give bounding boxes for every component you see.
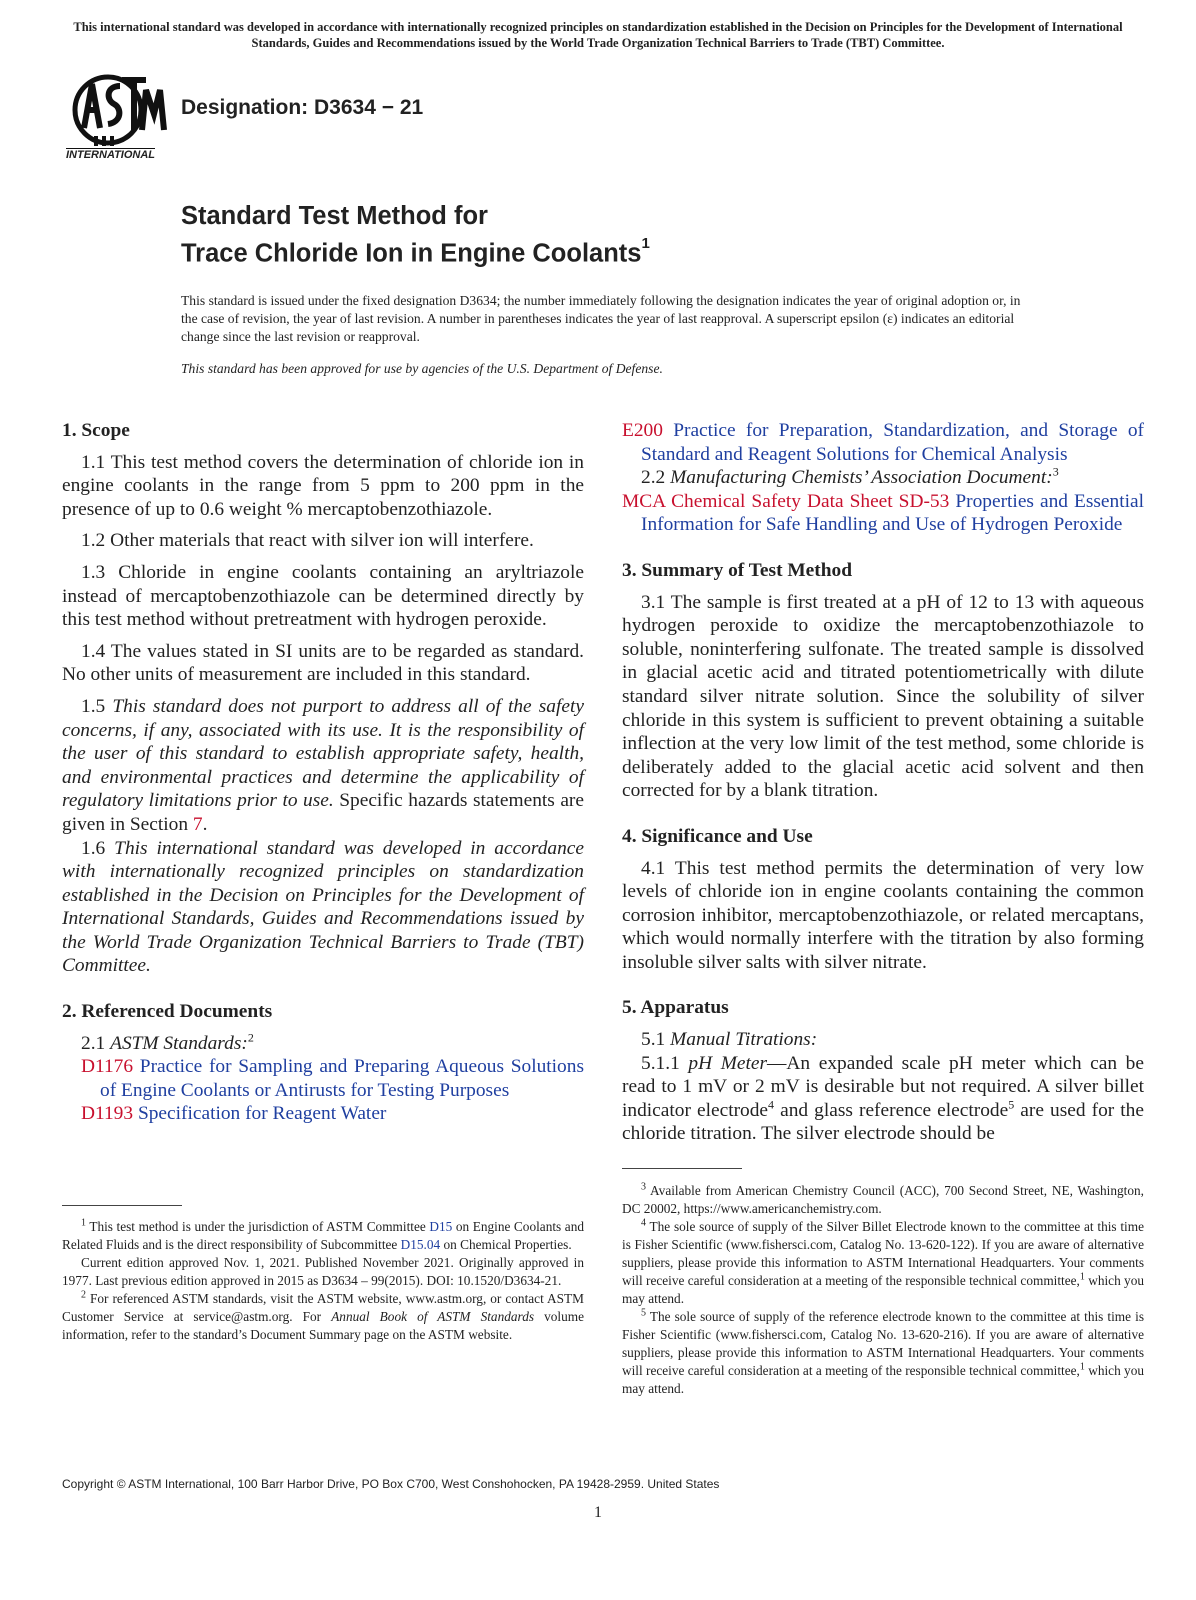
footnote-ref: 1 <box>1079 1271 1085 1283</box>
para-2-2 <box>622 466 1144 490</box>
footnote-text: The sole source of supply of the Silver Billet Electrode known to the committee at this time is Fisher Scientific (www.fishersci.com, Catalog No. 13-620-122). If you are aware of alternative suppliers, please provide this information to ASTM International Headquarters. Your comments will receive careful consideration at a meeting of the responsible technical committee, <box>622 1219 1144 1288</box>
para-text: —An expanded scale pH meter which can be read to 1 mV or 2 mV is desirable but not required. A silver billet indicator electrode <box>622 1052 1144 1121</box>
hazards-text: Specific hazards statements are given in Section <box>62 790 584 835</box>
para-number: 2.2 <box>641 467 666 489</box>
title-line-1: Standard Test Method for <box>181 202 488 230</box>
title-text: Trace Chloride Ion in Engine Coolants <box>181 239 642 268</box>
astm-standards-label: ASTM Standards: <box>110 1032 248 1054</box>
annual-book-title: Annual Book of ASTM Standards <box>331 1309 535 1324</box>
para-1-5 <box>62 695 584 837</box>
footnotes-right <box>622 1182 1144 1398</box>
footnote-4 <box>622 1218 1144 1308</box>
footnote-ref: 1 <box>1079 1361 1085 1373</box>
para-number: 1.6 <box>81 837 106 859</box>
footnote-text: on Chemical Properties. <box>440 1237 572 1252</box>
ph-meter-label: pH Meter <box>688 1052 768 1074</box>
section-5-heading: 5. Apparatus <box>622 997 729 1019</box>
footnote-text: This test method is under the jurisdiction of ASTM Committee <box>86 1219 430 1234</box>
manual-titrations-label: Manual Titrations: <box>670 1029 818 1051</box>
footnote-text: which you may attend. <box>622 1273 1144 1306</box>
committee-d15-link[interactable]: D15 <box>429 1219 453 1234</box>
para-1-1: 1.1 This test method covers the determination of chloride ion in engine coolants in the range from 5 ppm to 200 ppm in the presence of up to 0.6 weight % mercaptobenzothiazole. <box>62 451 584 520</box>
para-1-2: 1.2 Other materials that react with silver ion will interfere. <box>81 530 534 552</box>
section-7-link[interactable]: 7 <box>192 813 203 835</box>
issued-note: This standard is issued under the fixed designation D3634; the number immediately following the designation indicates the year of original adoption or, in the case of revision, the year of last revision. A number in parentheses indicates the year of last reapproval. A superscript epsilon (ε) indicates an editorial change since the last revision or reapproval. <box>181 293 1021 345</box>
designation: Designation: D3634 − 21 <box>181 96 424 119</box>
footnote-rule-left <box>62 1205 182 1206</box>
wto-notice: This international standard was developed in accordance with internationally recognized principles on standardization established in the Decision on Principles for the Development of International Standards, Guides and Recommendations issued by the World Trade Organization Technical Barriers to Trade (TBT) Committee. <box>73 20 1123 50</box>
footnote-2 <box>62 1290 584 1344</box>
section-3-heading: 3. Summary of Test Method <box>622 559 852 581</box>
para-4-1: 4.1 This test method permits the determination of very low levels of chloride ion in engine coolants containing the common corrosion inhibitor, mercaptobenzothiazole, or related mercaptans, which would normally interfere with the titration by also forming insoluble silver salts with silver nitrate. <box>622 857 1144 973</box>
title-line-2 <box>181 232 650 270</box>
footnote-text: volume information, refer to the standard’s Document Summary page on the ASTM website. <box>62 1309 584 1342</box>
footnote-number: 5 <box>641 1307 646 1319</box>
footnote-1-edition: Current edition approved Nov. 1, 2021. Published November 2021. Originally approved in 1977. Last previous edition approved in 2015 as D3634 – 99(2015). DOI: 10.1520/D3634-21. <box>62 1255 584 1288</box>
para-1-4: 1.4 The values stated in SI units are to be regarded as standard. No other units of measurement are included in this standard. <box>62 640 584 686</box>
para-1-6 <box>62 837 584 979</box>
para-number: 2.1 <box>81 1032 106 1054</box>
footnote-1 <box>62 1218 584 1254</box>
ref-mca[interactable] <box>622 490 1144 537</box>
ref-d1193[interactable] <box>62 1102 584 1126</box>
para-number: 1.5 <box>81 695 106 717</box>
footnote-3 <box>622 1182 1144 1218</box>
subcommittee-link[interactable]: D15.04 <box>400 1237 441 1252</box>
footnote-number: 1 <box>81 1217 86 1229</box>
para-text: and glass reference electrode <box>774 1099 1009 1121</box>
para-5-1-1 <box>622 1052 1144 1146</box>
footnote-text: For referenced ASTM standards, visit the ASTM website, www.astm.org, or contact ASTM Customer Service at service@astm.org. For <box>62 1291 584 1324</box>
ref-title[interactable]: Specification for Reagent Water <box>137 1103 387 1125</box>
footnote-text: on Engine Coolants and Related Fluids and is the direct responsibility of Subcommittee <box>62 1219 584 1252</box>
astm-logo <box>62 70 170 162</box>
wto-statement: This international standard was developed in accordance with internationally recognized principles on standardization established in the Decision on Principles for the Development of International Standards, Guides and Recommendations issued by the World Trade Organization Technical Barriers to Trade (TBT) Committee. <box>62 837 585 977</box>
ref-title[interactable]: Practice for Preparation, Standardization, and Storage of Standard and Reagent Solutions for Chemical Analysis <box>641 420 1144 465</box>
footnote-ref: 4 <box>768 1097 775 1112</box>
section-4-heading: 4. Significance and Use <box>622 825 813 847</box>
ref-e200[interactable] <box>622 419 1144 466</box>
ref-code[interactable]: MCA Chemical Safety Data Sheet SD-53 <box>622 490 950 512</box>
footnote-number: 2 <box>81 1289 86 1301</box>
para-5-1 <box>622 1028 1144 1052</box>
copyright: Copyright © ASTM International, 100 Barr Harbor Drive, PO Box C700, West Conshohocken, PA 19428-2959. United States <box>62 1477 720 1491</box>
title-footnote-ref: 1 <box>641 235 650 252</box>
footnote-ref: 5 <box>1008 1097 1015 1112</box>
para-2-1 <box>62 1032 584 1056</box>
para-text: are used for the chloride titration. The silver electrode should be <box>622 1099 1144 1145</box>
footnote-ref: 2 <box>247 1030 254 1045</box>
page-number: 1 <box>594 1504 602 1521</box>
ref-title[interactable]: Practice for Sampling and Preparing Aqueous Solutions of Engine Coolants or Antirusts for Testing Purposes <box>100 1056 584 1101</box>
right-column <box>622 419 1144 1146</box>
ref-d1176[interactable] <box>62 1055 584 1102</box>
para-number: 5.1.1 <box>641 1052 680 1074</box>
period: . <box>202 813 208 835</box>
document-title <box>181 200 650 270</box>
footnote-ref: 3 <box>1052 464 1059 479</box>
footnote-number: 4 <box>641 1217 646 1229</box>
mca-label: Manufacturing Chemists’ Association Document: <box>670 467 1053 489</box>
footnote-text: Available from American Chemistry Council (ACC), 700 Second Street, NE, Washington, DC 20002, https://www.americanchemistry.com. <box>622 1183 1144 1216</box>
logo-caption: INTERNATIONAL <box>66 149 156 161</box>
footnote-number: 3 <box>641 1181 646 1193</box>
footnote-5 <box>622 1308 1144 1398</box>
ref-code[interactable]: E200 <box>622 420 663 441</box>
section-2-heading: 2. Referenced Documents <box>62 1001 273 1023</box>
para-number: 5.1 <box>641 1029 666 1051</box>
safety-caveat: This standard does not purport to address all of the safety concerns, if any, associated with its use. It is the responsibility of the user of this standard to establish appropriate safety, health, and environmental practices and determine the applicability of regulatory limitations prior to use. <box>62 695 584 812</box>
footnote-text: which you may attend. <box>622 1363 1144 1396</box>
dod-note: This standard has been approved for use by agencies of the U.S. Department of Defense. <box>181 361 663 376</box>
para-3-1: 3.1 The sample is first treated at a pH of 12 to 13 with aqueous hydrogen peroxide to oxidize the mercaptobenzothiazole to soluble, noninterfering sulfonate. The treated sample is dissolved in glacial acetic acid and titrated potentiometrically with dilute standard silver nitrate solution. Since the solubility of silver chloride in this system is sufficient to prevent obtaining a suitable inflection at the very low limit of the test method, some chloride is deliberately added to the glacial acetic acid solvent and then corrected for by a blank titration. <box>622 591 1144 802</box>
footnote-rule-right <box>622 1168 742 1169</box>
ref-code[interactable]: D1176 <box>81 1056 134 1078</box>
left-column <box>62 419 584 1126</box>
section-1-heading: 1. Scope <box>62 420 130 441</box>
ref-title[interactable]: Properties and Essential Information for Safe Handling and Use of Hydrogen Peroxide <box>641 490 1144 536</box>
para-1-3: 1.3 Chloride in engine coolants containing an aryltriazole instead of mercaptobenzothiazole can be determined directly by this test method without pretreatment with hydrogen peroxide. <box>62 561 584 631</box>
ref-code[interactable]: D1193 <box>81 1103 134 1125</box>
footnotes-left <box>62 1218 584 1344</box>
footnote-text: The sole source of supply of the reference electrode known to the committee at this time is Fisher Scientific (www.fishersci.com, Catalog No. 13-620-216). If you are aware of alternative suppliers, please provide this information to ASTM International Headquarters. Your comments will receive careful consideration at a meeting of the responsible technical committee, <box>622 1309 1144 1378</box>
